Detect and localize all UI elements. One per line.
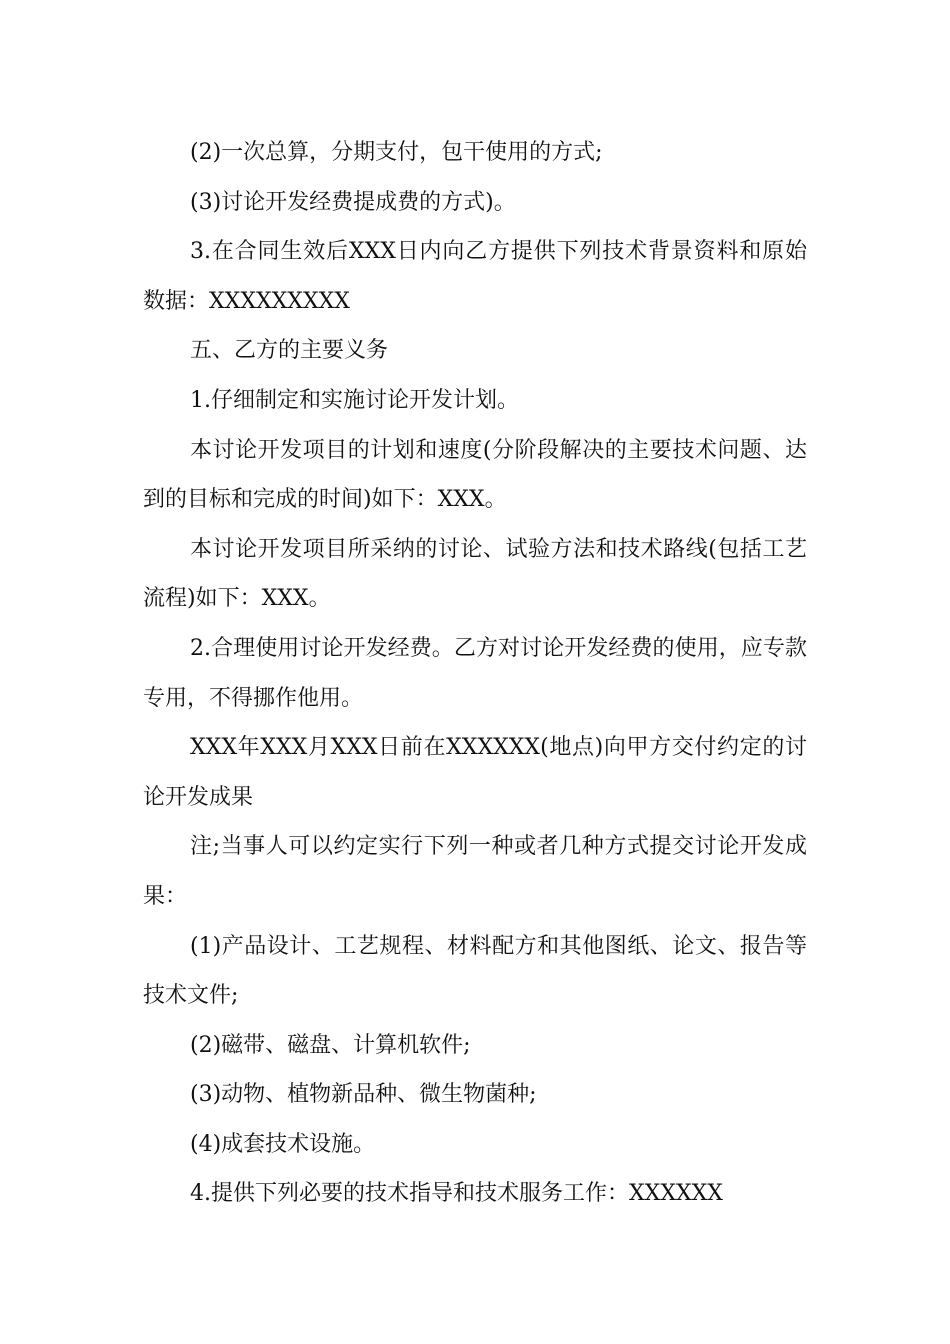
list-item: (2)磁带、磁盘、计算机软件; bbox=[190, 1032, 471, 1058]
list-item: (3)动物、植物新品种、微生物菌种; bbox=[190, 1082, 537, 1108]
paragraph: 4.提供下列必要的技术指导和技术服务工作：XXXXXX bbox=[190, 1181, 723, 1207]
list-item: (1)产品设计、工艺规程、材料配方和其他图纸、论文、报告等技术文件; bbox=[143, 933, 807, 1009]
paragraph: 注;当事人可以约定实行下列一种或者几种方式提交讨论开发成果： bbox=[143, 834, 807, 909]
list-item: (4)成套技术设施。 bbox=[190, 1131, 376, 1157]
paragraph: 2.合理使用讨论开发经费。乙方对讨论开发经费的使用，应专款专用，不得挪作他用。 bbox=[143, 635, 807, 711]
paragraph: XXX年XXX月XXX日前在XXXXXX(地点)向甲方交付约定的讨论开发成果 bbox=[143, 735, 807, 810]
paragraph: (3)讨论开发经费提成费的方式)。 bbox=[190, 189, 516, 215]
paragraph: 本讨论开发项目的计划和速度(分阶段解决的主要技术问题、达到的目标和完成的时间)如下：XXX。 bbox=[143, 437, 807, 513]
paragraph: (2)一次总算，分期支付，包干使用的方式; bbox=[190, 140, 603, 165]
document-body bbox=[143, 128, 807, 1219]
section-heading: 五、乙方的主要义务 bbox=[190, 338, 389, 364]
paragraph: 本讨论开发项目所采纳的讨论、试验方法和技术路线(包括工艺流程)如下：XXX。 bbox=[143, 536, 807, 612]
paragraph: 1.仔细制定和实施讨论开发计划。 bbox=[190, 387, 519, 413]
paragraph: 3.在合同生效后XXX日内向乙方提供下列技术背景资料和原始数据：XXXXXXXXX bbox=[143, 239, 807, 314]
